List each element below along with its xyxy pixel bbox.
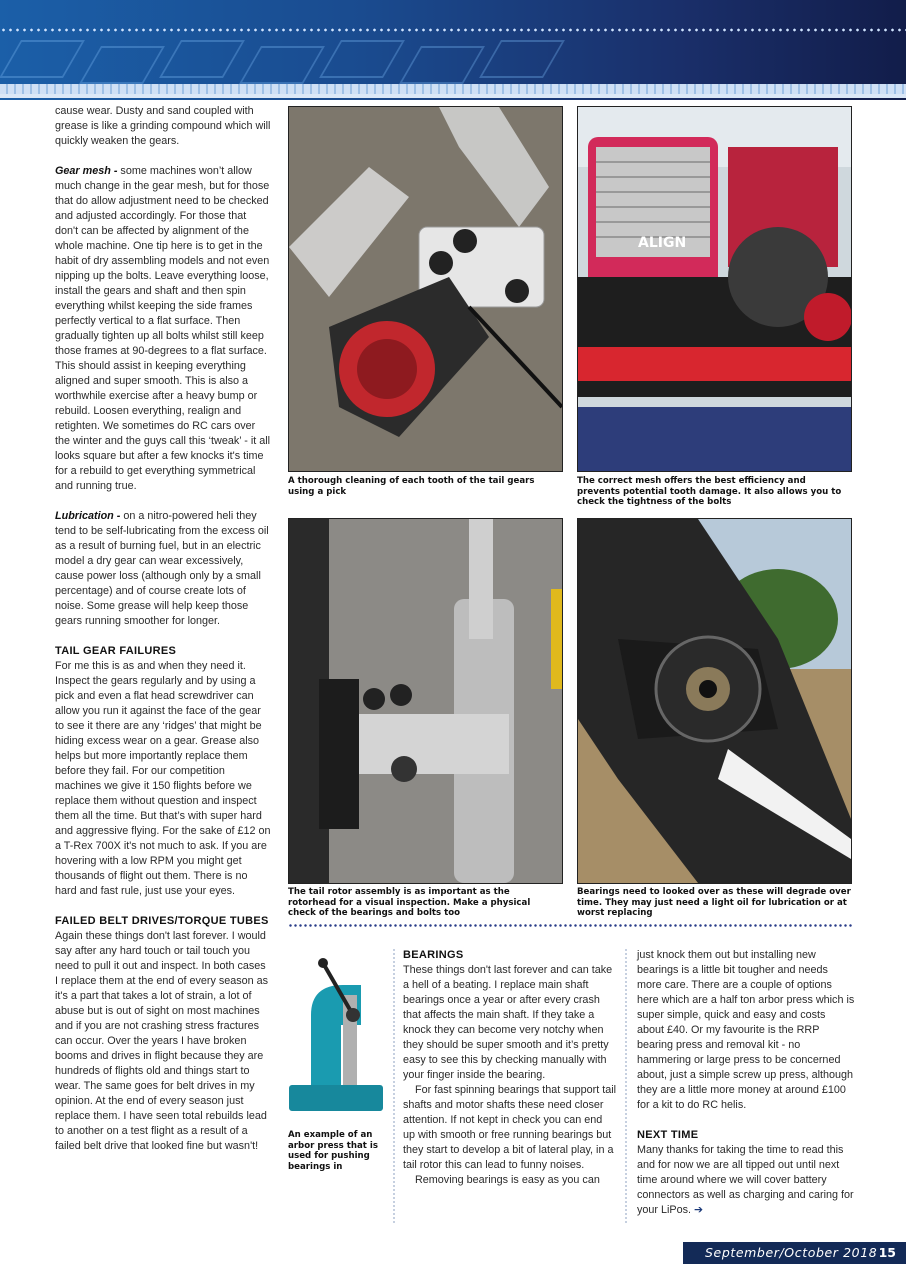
arbor-press-image [283,955,389,1119]
caption-photo2: The correct mesh offers the best efficiency and prevents potential tooth damage. It also allows you to check the tightness of the bolts [577,476,842,507]
lubrication-text: on a nitro-powered heli they tend to be self-lubricating from the excess oil as a result of burning fuel, but in an electric model a dry gear can wear excessively, cause power loss (although only by a small percentage) and of course create lots of noise. Some grease will help keep those gears running smoother for longer. [55,510,269,627]
bearings-heading: BEARINGS [403,949,464,961]
photo-gear-mesh [577,106,852,472]
next-time-heading: NEXT TIME [637,1129,699,1141]
caption-arbor-press: An example of an arbor press that is used for pushing bearings in [288,1130,378,1172]
page-footer [683,1242,906,1264]
header-dot-line [0,28,906,32]
issue-date: September/October 2018 [705,1245,878,1260]
hex-pattern [0,40,85,78]
right-column [637,948,855,1218]
bearings-column [403,948,617,1188]
hex-pattern [79,46,165,84]
intro-paragraph: cause wear. Dusty and sand coupled with grease is like a grinding compound which will quickly weaken the gears. [55,105,271,147]
photo-tail-rotor [288,518,563,884]
photo-tail-gear-cleaning [288,106,563,472]
align-logo: ALIGN [638,235,687,251]
bearings-paragraph-1: These things don't last forever and can take a hell of a beating. I replace main shaft bearings once a year or after every crash that affects the main shaft. If they take a knock they can become very notchy when they should be super smooth and it’s pretty easy to see this by checking manually with your finger inside the bearing. [403,964,613,1081]
caption-photo3: The tail rotor assembly is as important as the rotorhead for a visual inspection. Make a physical check of the bearings and bolts too [288,887,531,918]
caption-photo1: A thorough cleaning of each tooth of the tail gears using a pick [288,476,535,497]
column-divider [625,948,627,1223]
next-time-text: Many thanks for taking the time to read this and for now we are all tipped out until next time around where we will cover battery connectors as well as charging and caring for your LiPos. [637,1144,854,1216]
header-stripe-light [0,94,906,98]
photo-bearing [577,518,852,884]
bearings-continued-paragraph: just knock them out but installing new bearings is a little bit tougher and needs more care. There are a couple of options here which are a half ton arbor press which is super simple, quick and easy and costs about £40. Or my favourite is the RRP bearing press and removal kit - no hammering or large press to be concerned about, just a simple screw up press, although they are a little more money at around £100 for a kit to do RC helis. [637,949,855,1111]
end-arrow-icon: ➔ [694,1204,704,1216]
gear-mesh-text: some machines won’t allow much change in the gear mesh, but for those that do allow adjustment need to be checked and adjusted accordingly. For those that don't can be affected by alignment of the whole machine. One tip here is to get in the habit of dry assembling models and not even nipping up the bolts. Leave everything loose, install the gears and shaft and then spin everything whilst keeping the side frames perfectly vertical to a flat surface. Then gradually tighten up all bolts whilst still keep those frames at 90-degrees to a flat surface. This should assist in keeping everything aligned and super smooth. This is also a worthwhile exercise after a heavy bump or rebuild. Loosen everything, realign and retighten. We sometimes do RC cars over the winter and the guys call this ‘tweak’ - it all looks square but after a few knocks it's time for a rebuild to get everything symmetrical and running true. [55,165,271,492]
photo-tail-rotor-illustration [289,519,562,883]
belt-paragraph: Again these things don't last forever. I would say after any hard touch or tail touch you need to pull it out and inspect. In both cases I replace them at the end of every season as it's a part that takes a lot of strain, a lot of abuse but is out of sight on most machines and if you are not crashing stress fractures can occur. Over the years I have broken booms and drives in flight because they are hundreds of flights old and things start to wear. The same goes for belt drives in my opinion. At the end of every season just replace them. I have seen total rebuilds lead to another on a test flight as a result of a failed belt drive that looked fine but wasn't! [55,930,269,1152]
hex-pattern [319,40,405,78]
arbor-press-illustration [283,955,389,1119]
lubrication-lead: Lubrication - [55,510,121,522]
header-stripe [0,84,906,94]
hex-pattern [479,40,565,78]
gear-mesh-lead: Gear mesh - [55,165,118,177]
tail-gear-paragraph: For me this is as and when they need it. Inspect the gears regularly and by using a pick and even a flat head screwdriver can allow you run it against the face of the gear to see it there are any ‘ridges’ that might be hiding excess wear on a gear. Grease also helps but more importantly replace them before they fail. For our competition machines we give it 150 flights before we replace them without question and inspect them all the time. But that’s with super hard and aggressive flying. For the sake of £12 on a T-Rex 700X it's not much to ask. If you are hovering with a low RPM you might get thousands of flight out them. There is no hard and fast rule, just use your eyes. [55,660,271,897]
page-number: 15 [878,1245,896,1260]
left-column [55,104,271,1169]
belt-heading: FAILED BELT DRIVES/TORQUE TUBES [55,915,269,927]
photo-bearing-illustration [578,519,851,883]
hex-pattern [159,40,245,78]
photo-gear-mesh-illustration [578,107,851,471]
caption-photo4: Bearings need to looked over as these will degrade over time. They may just need a light oil for lubrication or at worst replacing [577,887,851,918]
next-time-paragraph [637,1143,855,1218]
hex-pattern [239,46,325,84]
tail-gear-heading: TAIL GEAR FAILURES [55,645,177,657]
bearings-paragraph-3: Removing bearings is easy as you can [415,1174,600,1186]
header-band [0,0,906,100]
photo-tail-gear-illustration [289,107,562,471]
lubrication-paragraph [55,509,271,629]
bearings-paragraph-2: For fast spinning bearings that support tail shafts and motor shafts these need closer attention. If not kept in check you can end up with smooth or free running bearings but they start to develop a bit of lateral play, in a tail rotor this can lead to funny noises. [403,1084,617,1171]
hex-pattern [399,46,485,84]
gear-mesh-paragraph [55,164,271,494]
section-separator [288,924,852,927]
column-divider [393,948,395,1223]
